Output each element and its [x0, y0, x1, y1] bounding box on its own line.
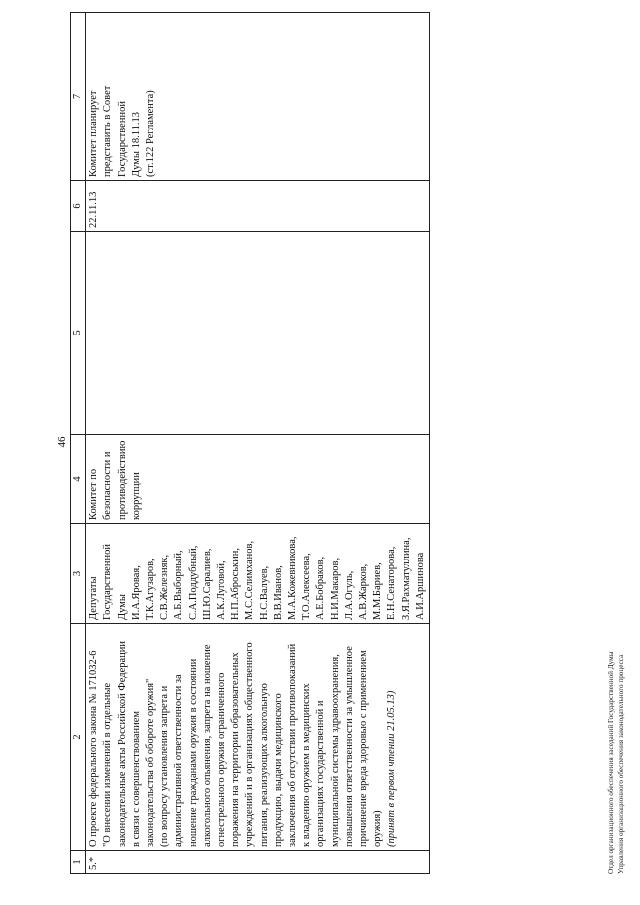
initiator-line: Н.П.Аброськин,: [230, 548, 242, 620]
row-number: [86, 851, 430, 874]
initiator-line: А.Е.Бобраков,: [315, 556, 327, 620]
date-cell: [86, 181, 430, 232]
column-number-2: 2: [71, 624, 86, 851]
initiator-line: З.Я.Рахматуллина,: [400, 537, 412, 620]
initiator-line: В.В.Иванов,: [272, 565, 284, 620]
bill-title-line: организациях государственной и: [315, 700, 327, 847]
column-number-1: 1: [71, 851, 86, 874]
bill-title-line: (по вопросу установления запрета и: [159, 685, 171, 847]
bill-title-line: продукцию, выдачи медицинского: [272, 693, 284, 847]
bill-title-line: законодательства об обороте оружия": [145, 678, 157, 847]
column-5-cell: [86, 232, 430, 435]
initiator-line: А.Б.Выборный,: [173, 550, 185, 620]
first-reading-note: (принят в первом чтении 21.05.13): [386, 690, 398, 847]
column-number-5: 5: [71, 232, 86, 435]
page-number: 46: [56, 436, 68, 448]
bill-title-line: алкогольного опьянения, запрета на ношение: [201, 644, 213, 847]
column-number-row: [71, 13, 86, 874]
bill-title-line: административной ответственности за: [173, 674, 185, 847]
initiator-line: Н.С.Валуев,: [258, 565, 270, 620]
bill-title-line: питания, реализующих алкогольную: [258, 683, 270, 847]
bill-title-line: ношение гражданами оружия в состоянии: [187, 658, 199, 847]
committee-line: Комитет по: [88, 468, 100, 520]
note-line: Комитет планирует: [88, 90, 100, 177]
note-cell: [86, 13, 430, 181]
initiator-line: Думы: [116, 594, 128, 620]
initiator-line: И.А.Яровая,: [130, 565, 142, 620]
bill-title-line: причинение вреда здоровью с применением: [358, 650, 370, 847]
bill-title-line: законодательные акты Российской Федерации: [116, 640, 128, 847]
initiator-line: Л.А.Огуль,: [343, 570, 355, 620]
bill-title-line: заключения об отсутствии противопоказаний: [287, 643, 299, 847]
bill-title-line: муниципальной системы здравоохранения,: [329, 654, 341, 847]
initiator-line: А.К.Луговой,: [216, 560, 228, 620]
column-number-4: 4: [71, 435, 86, 524]
bill-title-line: "О внесении изменений в отдельные: [102, 682, 114, 847]
initiator-line: Ш.Ю.Саралиев,: [201, 548, 213, 620]
initiator-line: Т.К.Агузаров,: [145, 558, 157, 620]
bill-title-line: оружия): [372, 810, 384, 847]
rotated-page: [50, 8, 640, 878]
footer-line-1: Отдел организационного обеспечения заседаний Государственной Думы: [607, 651, 615, 874]
committee-cell: [86, 435, 430, 524]
initiator-line: С.А.Поддубный,: [187, 545, 199, 620]
initiator-line: М.С.Селимханов,: [244, 540, 256, 620]
initiators-cell: [86, 524, 430, 624]
date-text: 22.11.13: [88, 191, 100, 228]
column-number-6: 6: [71, 181, 86, 232]
initiator-line: Т.О.Алексеева,: [301, 553, 313, 620]
table-row: [86, 13, 430, 874]
bill-title-line: О проекте федерального закона № 171032-6: [88, 650, 100, 847]
row-number-text: 5.*: [88, 856, 100, 870]
committee-line: противодействию: [116, 440, 128, 520]
note-line: (ст.122 Регламента): [145, 90, 157, 177]
committee-line: безопасности и: [102, 451, 114, 520]
initiator-line: А.И.Аршинова: [414, 552, 426, 620]
bill-title-line: поражения на территории образовательных: [230, 652, 242, 847]
footer-credits: [606, 651, 626, 874]
initiator-line: С.В.Железняк,: [159, 554, 171, 620]
bill-title-cell: [86, 624, 430, 851]
initiator-line: М.А.Кожевникова,: [287, 536, 299, 620]
footer-line-2: Управления организационного обеспечения законодательного процесса: [617, 654, 625, 874]
note-line: представить в Совет: [102, 85, 114, 177]
column-number-3: 3: [71, 524, 86, 624]
bill-title-line: повышения ответственности за умышленное: [343, 646, 355, 847]
bill-title-line: в связи с совершенствованием: [130, 710, 142, 847]
initiator-line: Депутаты: [88, 576, 100, 620]
legislation-table: [70, 12, 430, 874]
note-line: Думы 18.11.13: [130, 112, 142, 177]
column-number-7: 7: [71, 13, 86, 181]
initiator-line: М.М.Бариев,: [372, 562, 384, 620]
bill-title-line: учреждений и в организациях общественного: [244, 642, 256, 847]
committee-line: коррупции: [130, 472, 142, 520]
initiator-line: А.В.Жарков,: [358, 563, 370, 620]
bill-title-line: огнестрельного оружия ограниченного: [216, 672, 228, 847]
initiator-line: Е.Н.Сенаторова,: [386, 546, 398, 620]
initiator-line: Н.И.Макаров,: [329, 557, 341, 620]
note-line: Государственной: [116, 101, 128, 177]
initiator-line: Государственной: [102, 544, 114, 620]
bill-title-line: к владению оружием в медицинских: [301, 683, 313, 847]
